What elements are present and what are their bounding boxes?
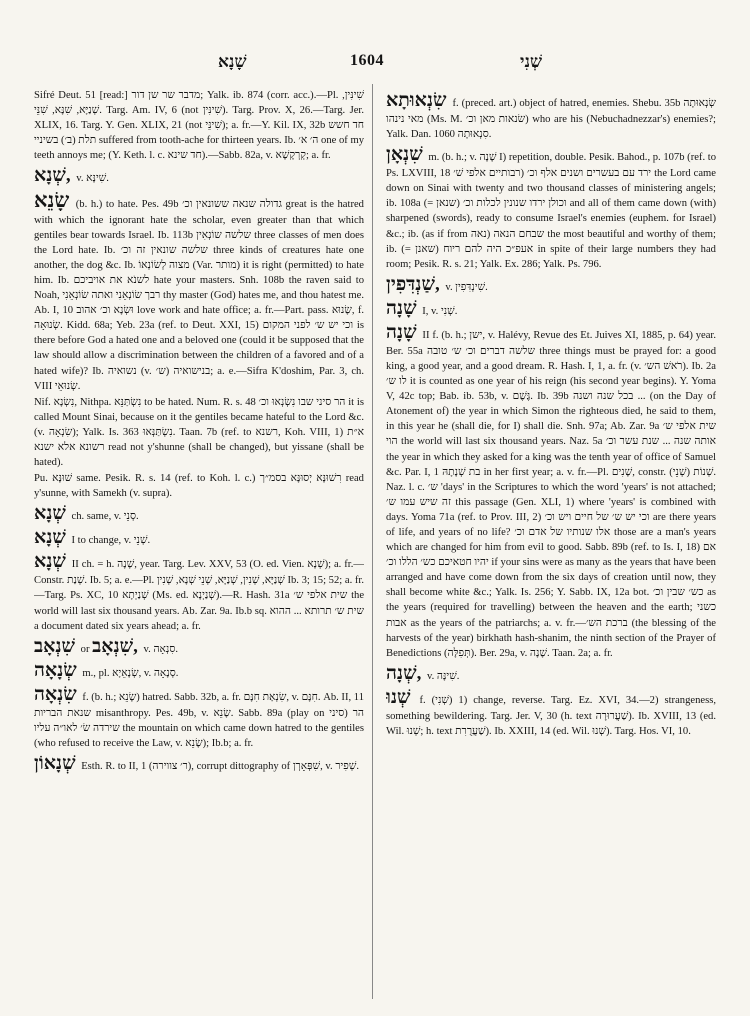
left-column — [34, 88, 364, 998]
dictionary-entry — [34, 189, 364, 393]
headword: שָׁנָה — [386, 321, 417, 343]
dictionary-entry — [386, 298, 716, 320]
headword: שְׁנָא — [34, 551, 66, 573]
headword: שְׁנָה, — [386, 662, 422, 684]
headword: שָׂנֵא — [34, 188, 70, 213]
entry-body: f. (b. h.; שָׂנֵא) hatred. Sabb. 32b, a. fr. שִׂנְאַת חִנָּם, v. חִנָּם. Ab. II, 11 שנאת הבריות misanthropy. Pes. 49b, v. שָׂנֵא. Sabb. 89a (play on סיני) הר שירדה שׂ׳ לאו״ה עליו the mountain on which came down hatred to the gentiles (who refused to receive the Law, v. שָׂנֵא); Ib.b; a. fr. — [34, 691, 364, 749]
entry-body: II ch. = h. שָׁנָה, year. Targ. Lev. XXV, 53 (O. ed. Vien. שְׁנָא); a. fr.—Constr. שְׁנַת. Ib. 5; a. e.—Pl. שְׁנַיָּא, שְׁנִין, שְׁנַיָּא, שְׁנֵי שְׁנָא, שְׁנִין Ib. 3; 15; 52; a. fr.—Targ. Ps. XC, 10 שְׁנַיְתָא (Ms. ed. שְׁנַיְנָא).—R. Hash. 31a שית אלפי ש׳ the world will last six thousand years. Ab. Zar. 9a. Ib.b sq. שית ש׳ תרותא ... ההוא a document dated six years ahead; a. fr. — [34, 559, 364, 632]
entry-body: v. שִׁינְדִּפִין. — [445, 281, 488, 293]
headword: שְׁנָא — [34, 527, 66, 549]
left-guide-word: שָׁנָא — [218, 52, 247, 71]
entry-body: f. (preced. art.) object of hatred, enemies. Shebu. 35b שְׂנְאוּתָה מאי נינהו (Ms. M. שׂנאות מאן וכ׳) who are his (Nebuchadnezzar's) enemies?; Yalk. Dan. 1060 סִנְאוּתָה. — [386, 98, 716, 141]
headword: שַׁנְדִּפִין, — [386, 273, 440, 295]
dictionary-entry — [34, 551, 364, 633]
headword: שִׂנְאָה — [34, 683, 77, 705]
continued-entry: Sifré Deut. 51 [read:] מדבר שר שן דור; Yalk. ib. 874 (corr. acc.).—Pl. שִׁינִּין, שְׁנַיָּא, שִׁנָּא, שִׁנֵּי. Targ. Am. IV, 6 (not שִׁינִּין). Targ. Prov. X, 26.—Targ. Jer. XLIX, 16. Targ. Y. Gen. XLIX, 21 (not שִׁינֵּי); a. fr.—Y. Kil. IX, 32b חד חשש תלת (ב׳) בשיניי suffered from tooth-ache for thirteen years. Ib. ה׳ א׳ one of my teeth annoys me; (Y. Keth. l. c. חד שינא).—Sabb. 82a, v. קְרְקָשָׁא; a. fr. — [34, 90, 364, 162]
right-guide-word: שְׁנִי — [520, 52, 543, 71]
page-number: 1604 — [350, 52, 384, 69]
right-column — [386, 88, 716, 998]
entry-body: ch. same, v. סְנֵי. — [71, 511, 139, 523]
entry-body: Esth. R. to II, 1 (ר׳ צווירה), corrupt dittography of שִׁפְּאָרְן, v. שְׁפִיר. — [81, 761, 360, 772]
dictionary-entry — [386, 90, 716, 142]
running-head — [0, 52, 750, 76]
headword: שְׁנָא, — [34, 165, 71, 187]
headword-variant: שִׁנְאָב, — [92, 635, 138, 657]
headword: שְׂנָאָה — [34, 659, 77, 681]
entry-body: v. שִׁינָּא. — [76, 173, 109, 185]
column-divider — [372, 84, 373, 999]
entry-subsection: Nif. נִשְׂנָא, Nithpa. נִשְׂתַּנֵּא to be hated. Num. R. s. 48 הר סיני שבו נִשְׂנְאוּ וכ׳ it is called Mount Sinai, because on it the gentiles became hateful to the Lord &c. (v. שִׂנְאָה); Yalk. Is. 363 נִשְׂתַּנְּאוּ. Taan. 7b (ref. to רשנא, Koh. VIII, 1) א״ת רשונא אלא ישנא read not y'shunne (shall be changed), but yissane (shall be hated). — [34, 396, 364, 469]
dictionary-entry — [34, 503, 364, 525]
dictionary-entry — [386, 322, 716, 661]
headword: שְׁנָאוֹן — [34, 753, 76, 774]
dictionary-entry — [386, 274, 716, 296]
dictionary-entry — [34, 684, 364, 751]
dictionary-entry — [34, 636, 364, 658]
headword: שָׁנָה — [386, 297, 417, 319]
entry-body: I, v. שְׁנִי. — [422, 305, 458, 317]
dictionary-entry — [34, 527, 364, 549]
entry-body: I to change, v. שְׁנֵי. — [71, 535, 151, 547]
dictionary-entry — [34, 660, 364, 682]
headword: שִׂנְאוּתָא — [386, 90, 447, 111]
dictionary-entry — [34, 753, 364, 775]
entry-body: m., pl. שְׂנָאֵיָא, v. סְנָאָה. — [82, 667, 179, 679]
headword: שְׁנוּ — [386, 686, 411, 708]
headword: שְׁנָא — [34, 503, 66, 525]
dictionary-entry — [386, 663, 716, 685]
dictionary-entry — [34, 165, 364, 187]
entry-body: v. סִנְאָה. — [143, 643, 179, 655]
entry-body: m. (b. h.; v. שָׁנָה I) repetition, double. Pesik. Bahod., p. 107b (ref. to Ps. LXVIII, 18 רבותיים אלפי שׁ׳) ירד עם בעשרים ושנים אלף וכ׳ the Lord came down on Sinai with twenty and two thousand classes of ministering angels; ib. 108a (= שנאן) וכולן ירדו שנונין לכלות וכ׳ and all of them came down (with) sharpened (swords), ready to consume Israel's enemies (euphem. for Israel) &c.; ib. (as if from נאה) שבחם הנאה the most beautiful and worthy of them; ib. (= שאנן) אעפ״כ היה להם ריוח in spite of their large numbers they had room; Pesik. R. s. 21; Yalk. Ex. 286; Yalk. Ps. 796. — [386, 152, 716, 270]
headword: שִׁנְאָב — [34, 635, 75, 657]
dictionary-entry — [386, 144, 716, 272]
entry-body: II f. (b. h.; ישן, v. Halévy, Revue des Et. Juives XI, 1885, p. 64) year. Ber. 55a שלשה דברים וכ׳ ש׳ טובה three things must be prayed for: a good king, a good year, and a good dream. R. Hash. I, 1, a. fr. (v. רֹאשׁ הש׳). Ib. 2a לו ש׳ it is counted as one year of his reign (his second year begins). Y. Yoma V, 42c top; Bab. ib. 53b, v. גֶּשֶׁם. Ib. 39b בכל שנה ושנה ... (on the Day of Atonement of) the year in which Simon the righteous died, he said to them, in this year he (shall die, for I) shall die. Snh. 97a; Ab. Zar. 9a שית אלפי ש׳ הוי the world will last six thousand years. Naz. 5a אותה שנה ... שנת עשר וכ׳ the year in which they asked for a king was the tenth year of office of Samuel &c. Par. I, 1 בת שְׁנָתָהּ in her first year; a. v. fr.—Pl. שָׁנִים, constr. שְׁנוֹת (שְׁנֵי). Naz. l. c. ש׳ 'days' in the Scriptures to which the word 'years' is not attached; זה שיש עמו ש׳ this passage (Gen. XLI, 1) where 'years' is combined with days. Yoma 71a (ref. to Prov. III, 2) וכי יש ש׳ של חיים ויש וכ׳ are there years of life, and years of no life? אלו שנותיו של אדם וכ׳ those are a man's years which are changed for him from evil to good. Sabb. 89b (ref. to Is. I, 18) אם יהיו חטאיכם כש׳ הללו וכ׳ if your sins were as many as the years that have been arranged and have come down from the six days of creation until now, they shall become white &c.; Yalk. Is. 256; Y. Sabb. IX, 12a bot. כש׳ שבין וכ׳ as the years (required for travelling) between the heaven and the earth; כשני אבות as the years of the patriarchs; a. v. fr.—ברכת הש׳ (the blessing of the harvests of the year) birkhath hash-shanim, the ninth section of the Prayer of Benedictions (תְּפִלָּה). Ber. 29a, v. שָׁנָה. Taan. 2a; a. fr. — [386, 329, 716, 659]
entry-connector: or — [80, 643, 90, 655]
dictionary-entry — [386, 687, 716, 739]
entry-subsection: Pu. שׁוּנָּא same. Pesik. R. s. 14 (ref. to Koh. l. c.) רִשׁוּנָּא יְסוּנָּא בסמ״ך read y'sunne, with Samekh (v. supra). — [34, 473, 364, 500]
entry-body: v. שִׁינָּה. — [426, 670, 460, 682]
headword: שִׁנְאָן — [386, 144, 423, 166]
entry-body: (b. h.) to hate. Pes. 49b גדולה שנאה ששונאין וכ׳ great is the hatred with which the ignorant hate the scholar, even greater than that which gentiles bear towards Israel. Ib. 113b שלשה שוֹנְאִין three classes of men does the Lord hate. Ib. שלשה שונאין זה וכ׳ three kinds of creatures hate one another, the dog &c. Ib. מצוה לְשׂוֹנְאוֹ (Var. מותר) it is right (permitted) to hate him. Ib. לשנֹא את אויביכם hate your masters. Snh. 108b the raven said to Noah, רבך שׂוֹנְאֵנִי ואתה שׂוֹנְאֵנִי thy master (God) hates me, and thou hatest me. Ab. I, 10 וּשְׂנָא וכ׳ אהוב love work and hate office; a. fr.—Part. pass. שָׂנוּא, f. שְׂנוּאָה. Kidd. 68a; Yeb. 23a (ref. to Deut. XXI, 15) וכי יש ש׳ לפני המקום is there before God a hated one and a beloved one (could it be supposed that the law should allow a discrimination between the children of a favored and of a hated wife)? Ib. נשואיה (v. ש׳) בנישואיה; a. e.—Sifra K'doshim, Par. 3, ch. VIII שְׂנוּאֵי. — [34, 199, 364, 392]
entry-body: f. (שְׁנִי) 1) change, reverse. Targ. Ez. XVI, 34.—2) strangeness, something bewildering. Targ. Jer. V, 30 (h. text שַׁעֲרוּרָה). Ib. XVIII, 13 (ed. Wil. שְׁנוּ; h. text שַׁעֲרֻרִת). Ib. XXIII, 14 (ed. Wil. שְׁנוּ). Targ. Hos. VI, 10. — [386, 694, 716, 737]
